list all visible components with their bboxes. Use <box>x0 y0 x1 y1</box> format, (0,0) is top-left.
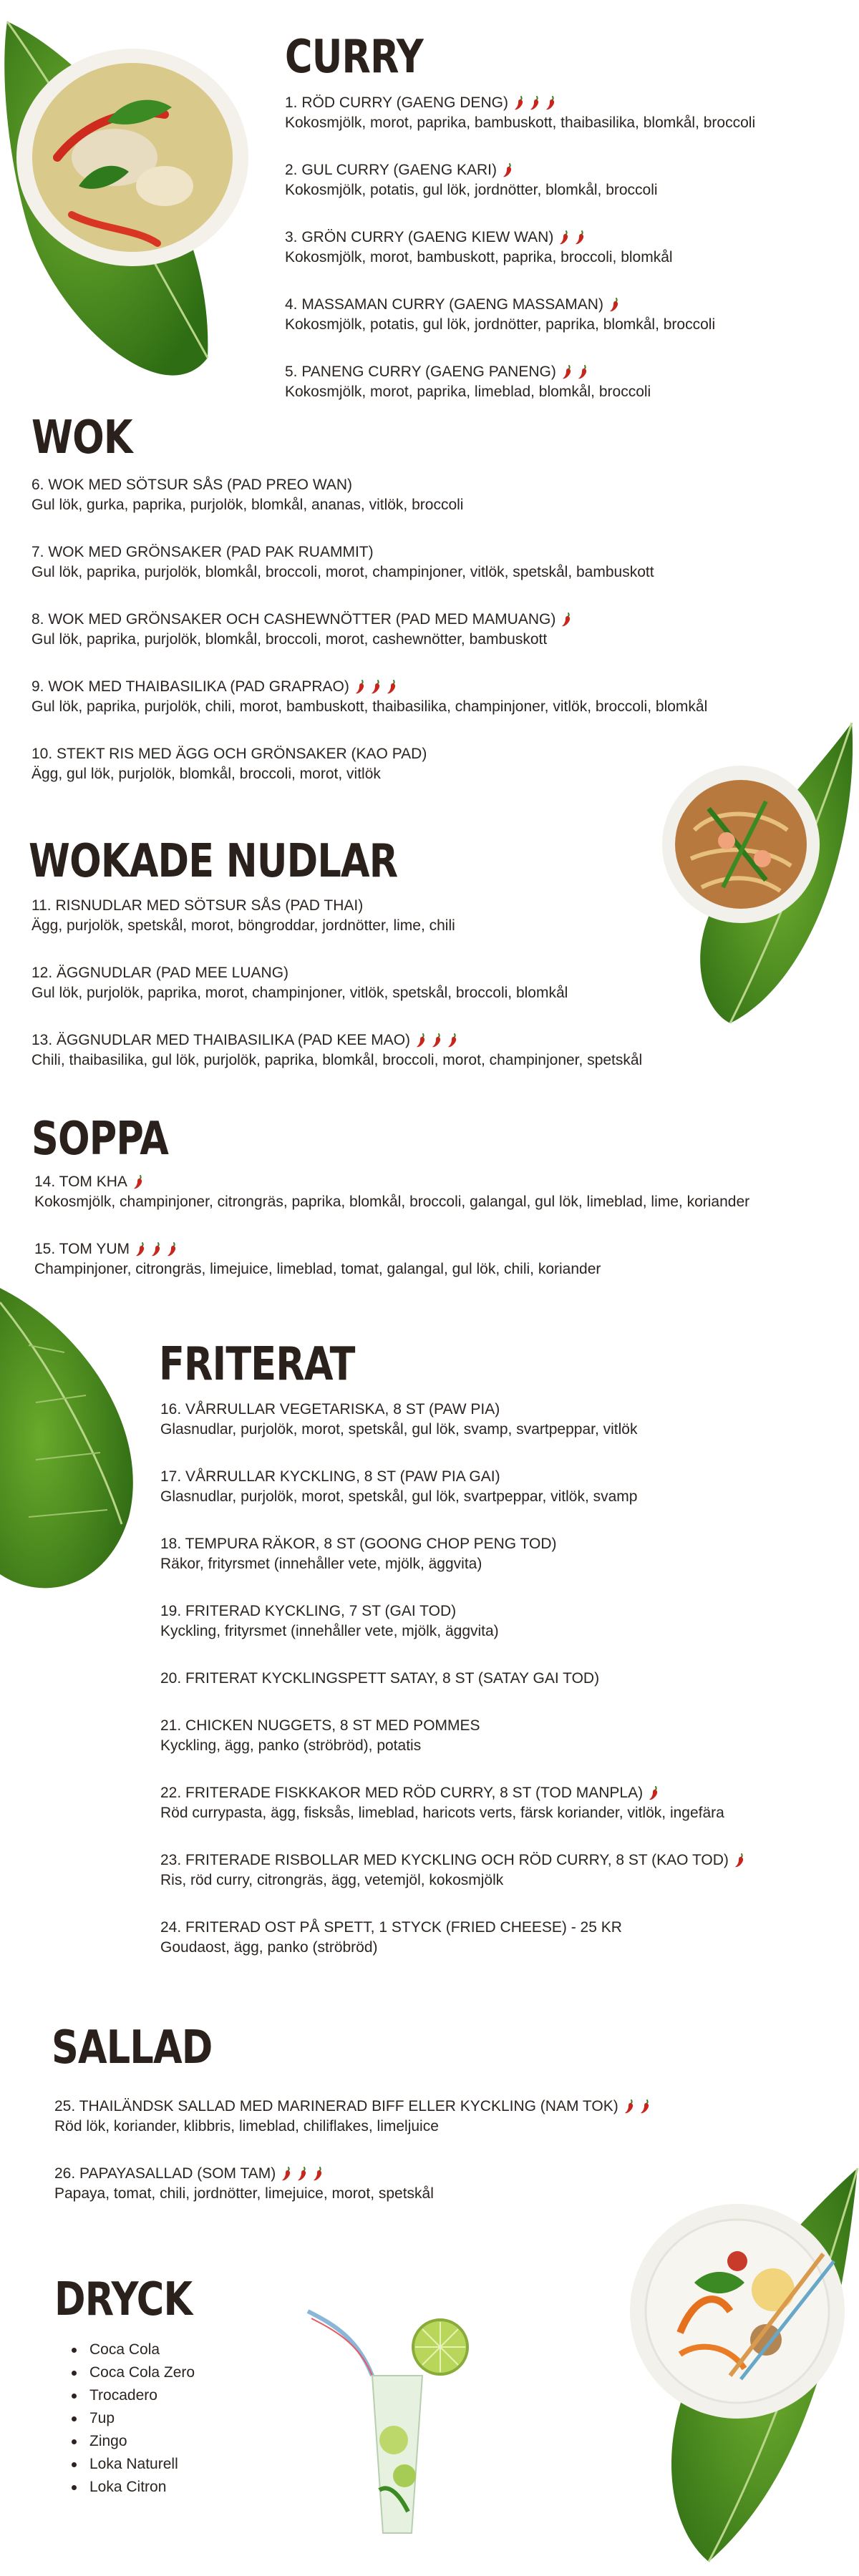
chili-pepper-icon <box>528 95 543 111</box>
item-name: 19. FRITERAD KYCKLING, 7 ST (GAI TOD) <box>160 1603 457 1619</box>
heat-rating <box>560 612 574 628</box>
chili-pepper-icon <box>150 1241 164 1257</box>
item-description: Gul lök, paprika, purjolök, chili, morot, bambuskott, thaibasilika, champinjoner, vitlök, broccoli, blomkål <box>31 698 708 715</box>
drink-item: Coca Cola Zero <box>72 2361 195 2384</box>
menu-item <box>34 1239 836 1279</box>
item-description: Ägg, gul lök, purjolök, blomkål, broccoli, morot, vitlök <box>31 766 381 782</box>
item-description: Papaya, tomat, chili, jordnötter, limejuice, morot, spetskål <box>54 2185 434 2202</box>
chili-pepper-icon <box>134 1241 148 1257</box>
item-name: 12. ÄGGNUDLAR (PAD MEE LUANG) <box>31 965 289 981</box>
drink-item: Zingo <box>72 2430 195 2453</box>
heat-rating <box>647 1785 661 1801</box>
item-description: Gul lök, gurka, paprika, purjolök, blomkål, ananas, vitlök, broccoli <box>31 497 464 513</box>
menu-item <box>285 93 843 133</box>
item-description: Kokosmjölk, champinjoner, citrongräs, paprika, blomkål, broccoli, galangal, gul lök, limeblad, lime, koriander <box>34 1194 750 1210</box>
item-name: 21. CHICKEN NUGGETS, 8 ST MED POMMES <box>160 1717 480 1734</box>
item-description: Gul lök, purjolök, paprika, morot, champinjoner, vitlök, spetskål, broccoli, blomkål <box>31 985 568 1001</box>
heat-rating <box>733 1853 747 1868</box>
soup-items <box>34 1172 836 1307</box>
menu-item <box>285 160 843 200</box>
heat-rating <box>560 364 591 380</box>
heat-rating <box>513 95 558 111</box>
drink-item: Trocadero <box>72 2384 195 2407</box>
item-name: 5. PANENG CURRY (GAENG PANENG) <box>285 364 556 380</box>
item-name: 4. MASSAMAN CURRY (GAENG MASSAMAN) <box>285 296 603 313</box>
chili-pepper-icon <box>280 2166 294 2182</box>
chili-pepper-icon <box>165 1241 180 1257</box>
chili-pepper-icon <box>608 297 622 313</box>
menu-item <box>31 677 819 717</box>
section-title-curry: CURRY <box>285 31 423 84</box>
drink-item: Coca Cola <box>72 2338 195 2361</box>
item-name: 22. FRITERADE FISKKAKOR MED RÖD CURRY, 8 ST (TOD MANPLA) <box>160 1785 644 1801</box>
item-description: Kokosmjölk, potatis, gul lök, jordnötter, paprika, blomkål, broccoli <box>285 316 716 333</box>
item-name: 11. RISNUDLAR MED SÖTSUR SÅS (PAD THAI) <box>31 897 364 914</box>
item-description: Glasnudlar, purjolök, morot, spetskål, gul lök, svamp, svartpeppar, vitlök <box>160 1421 638 1438</box>
item-description: Kokosmjölk, morot, paprika, limeblad, blomkål, broccoli <box>285 384 651 400</box>
menu-item <box>31 475 819 515</box>
item-name: 18. TEMPURA RÄKOR, 8 ST (GOONG CHOP PENG TOD) <box>160 1536 557 1552</box>
item-name: 17. VÅRRULLAR KYCKLING, 8 ST (PAW PIA GAI) <box>160 1468 500 1485</box>
item-name: 14. TOM KHA <box>34 1174 127 1190</box>
chili-pepper-icon <box>560 612 574 628</box>
section-title-salad: SALLAD <box>52 2021 213 2074</box>
item-description: Ris, röd curry, citrongräs, ägg, vetemjöl, kokosmjölk <box>160 1872 504 1888</box>
chili-pepper-icon <box>446 1033 460 1048</box>
item-description: Glasnudlar, purjolök, morot, spetskål, gul lök, svartpeppar, vitlök, svamp <box>160 1488 638 1505</box>
menu-item <box>160 1716 833 1756</box>
drink-item: Loka Citron <box>72 2476 195 2499</box>
item-description: Chili, thaibasilika, gul lök, purjolök, paprika, blomkål, broccoli, morot, champinjoner, spetskål <box>31 1052 643 1068</box>
heat-rating <box>134 1241 180 1257</box>
section-title-soup: SOPPA <box>31 1113 169 1166</box>
item-name: 20. FRITERAT KYCKLINGSPETT SATAY, 8 ST (SATAY GAI TOD) <box>160 1670 600 1687</box>
item-description: Röd lök, koriander, klibbris, limeblad, chiliflakes, limeljuice <box>54 2118 439 2135</box>
menu-item <box>54 2097 770 2137</box>
heat-rating <box>501 162 515 178</box>
item-name: 9. WOK MED THAIBASILIKA (PAD GRAPRAO) <box>31 678 349 695</box>
menu-item <box>285 295 843 335</box>
item-description: Kokosmjölk, morot, paprika, bambuskott, thaibasilika, blomkål, broccoli <box>285 114 756 131</box>
chili-pepper-icon <box>296 2166 310 2182</box>
item-description: Räkor, frityrsmet (innehåller vete, mjölk, äggvita) <box>160 1556 482 1572</box>
drink-list <box>72 2338 195 2499</box>
heat-rating <box>280 2166 326 2182</box>
item-name: 1. RÖD CURRY (GAENG DENG) <box>285 94 508 111</box>
leaf-image <box>0 1288 143 1603</box>
item-name: 13. ÄGGNUDLAR MED THAIBASILIKA (PAD KEE MAO) <box>31 1032 411 1048</box>
heat-rating <box>354 679 399 695</box>
chili-pepper-icon <box>385 679 399 695</box>
section-title-wok: WOK <box>31 411 132 464</box>
item-name: 15. TOM YUM <box>34 1241 130 1257</box>
item-name: 16. VÅRRULLAR VEGETARISKA, 8 ST (PAW PIA) <box>160 1401 500 1418</box>
item-name: 6. WOK MED SÖTSUR SÅS (PAD PREO WAN) <box>31 477 353 493</box>
item-description: Goudaost, ägg, panko (ströbröd) <box>160 1939 378 1956</box>
chili-pepper-icon <box>560 364 575 380</box>
item-description: Gul lök, paprika, purjolök, blomkål, broccoli, morot, cashewnötter, bambuskott <box>31 631 548 648</box>
heat-rating <box>623 2099 653 2114</box>
chili-pepper-icon <box>513 95 527 111</box>
curry-items <box>285 93 843 429</box>
menu-item <box>31 1030 819 1070</box>
item-description: Ägg, purjolök, spetskål, morot, böngroddar, jordnötter, lime, chili <box>31 917 455 934</box>
menu-item <box>160 1918 833 1958</box>
section-title-drinks: DRYCK <box>54 2273 193 2326</box>
item-description: Champinjoner, citrongräs, limejuice, limeblad, tomat, galangal, gul lök, chili, koriander <box>34 1261 601 1277</box>
menu-item <box>31 610 819 650</box>
drink-glass-image <box>293 2297 480 2540</box>
item-name: 24. FRITERAD OST PÅ SPETT, 1 STYCK (FRIED CHEESE) - 25 KR <box>160 1919 622 1936</box>
salad-items <box>54 2097 770 2231</box>
menu-item <box>160 1400 833 1440</box>
wok-items <box>31 475 819 811</box>
menu-item <box>160 1534 833 1574</box>
heat-rating <box>414 1033 460 1048</box>
section-title-fried: FRITERAT <box>159 1338 355 1391</box>
chili-pepper-icon <box>733 1853 747 1868</box>
item-name: 8. WOK MED GRÖNSAKER OCH CASHEWNÖTTER (PAD MED MAMUANG) <box>31 611 556 628</box>
menu-item <box>160 1669 833 1689</box>
drink-item: 7up <box>72 2407 195 2430</box>
item-description: Röd currypasta, ägg, fisksås, limeblad, haricots verts, färsk koriander, vitlök, ingefära <box>160 1805 724 1821</box>
menu-item <box>160 1850 833 1890</box>
chili-pepper-icon <box>576 364 591 380</box>
noodle-items <box>31 896 819 1098</box>
menu-item <box>31 542 819 582</box>
item-name: 2. GUL CURRY (GAENG KARI) <box>285 162 498 178</box>
chili-pepper-icon <box>430 1033 445 1048</box>
menu-item <box>31 744 819 784</box>
chili-pepper-icon <box>639 2099 653 2114</box>
chili-pepper-icon <box>354 679 368 695</box>
chili-pepper-icon <box>369 679 384 695</box>
drink-item: Loka Naturell <box>72 2453 195 2476</box>
menu-item <box>160 1467 833 1507</box>
menu-item <box>31 896 819 936</box>
chili-pepper-icon <box>558 230 572 245</box>
chili-pepper-icon <box>623 2099 637 2114</box>
item-description: Kokosmjölk, morot, bambuskott, paprika, broccoli, blomkål <box>285 249 673 265</box>
item-description: Kyckling, ägg, panko (ströbröd), potatis <box>160 1737 422 1754</box>
heat-rating <box>558 230 588 245</box>
item-description: Gul lök, paprika, purjolök, blomkål, broccoli, morot, champinjoner, vitlök, spetskål, bambuskott <box>31 564 654 580</box>
heat-rating <box>132 1174 146 1190</box>
menu-item <box>160 1601 833 1641</box>
section-title-noodles: WOKADE NUDLAR <box>29 835 398 888</box>
item-description: Kyckling, frityrsmet (innehåller vete, mjölk, äggvita) <box>160 1623 499 1639</box>
chili-pepper-icon <box>573 230 588 245</box>
item-name: 7. WOK MED GRÖNSAKER (PAD PAK RUAMMIT) <box>31 544 374 560</box>
heat-rating <box>608 297 622 313</box>
chili-pepper-icon <box>414 1033 429 1048</box>
item-name: 26. PAPAYASALLAD (SOM TAM) <box>54 2165 276 2182</box>
chili-pepper-icon <box>311 2166 326 2182</box>
item-name: 10. STEKT RIS MED ÄGG OCH GRÖNSAKER (KAO PAD) <box>31 746 427 762</box>
chili-pepper-icon <box>132 1174 146 1190</box>
menu-item <box>285 228 843 268</box>
menu-item <box>34 1172 836 1212</box>
fried-items <box>160 1400 833 1985</box>
item-description: Kokosmjölk, potatis, gul lök, jordnötter, blomkål, broccoli <box>285 182 658 198</box>
chili-pepper-icon <box>647 1785 661 1801</box>
menu-item <box>160 1783 833 1823</box>
chili-pepper-icon <box>501 162 515 178</box>
menu-item <box>54 2164 770 2204</box>
menu-item <box>285 362 843 402</box>
menu-item <box>31 963 819 1003</box>
item-name: 25. THAILÄNDSK SALLAD MED MARINERAD BIFF ELLER KYCKLING (NAM TOK) <box>54 2098 618 2114</box>
curry-dish-image <box>0 14 258 401</box>
item-name: 23. FRITERADE RISBOLLAR MED KYCKLING OCH RÖD CURRY, 8 ST (KAO TOD) <box>160 1852 729 1868</box>
item-name: 3. GRÖN CURRY (GAENG KIEW WAN) <box>285 229 554 245</box>
chili-pepper-icon <box>544 95 558 111</box>
